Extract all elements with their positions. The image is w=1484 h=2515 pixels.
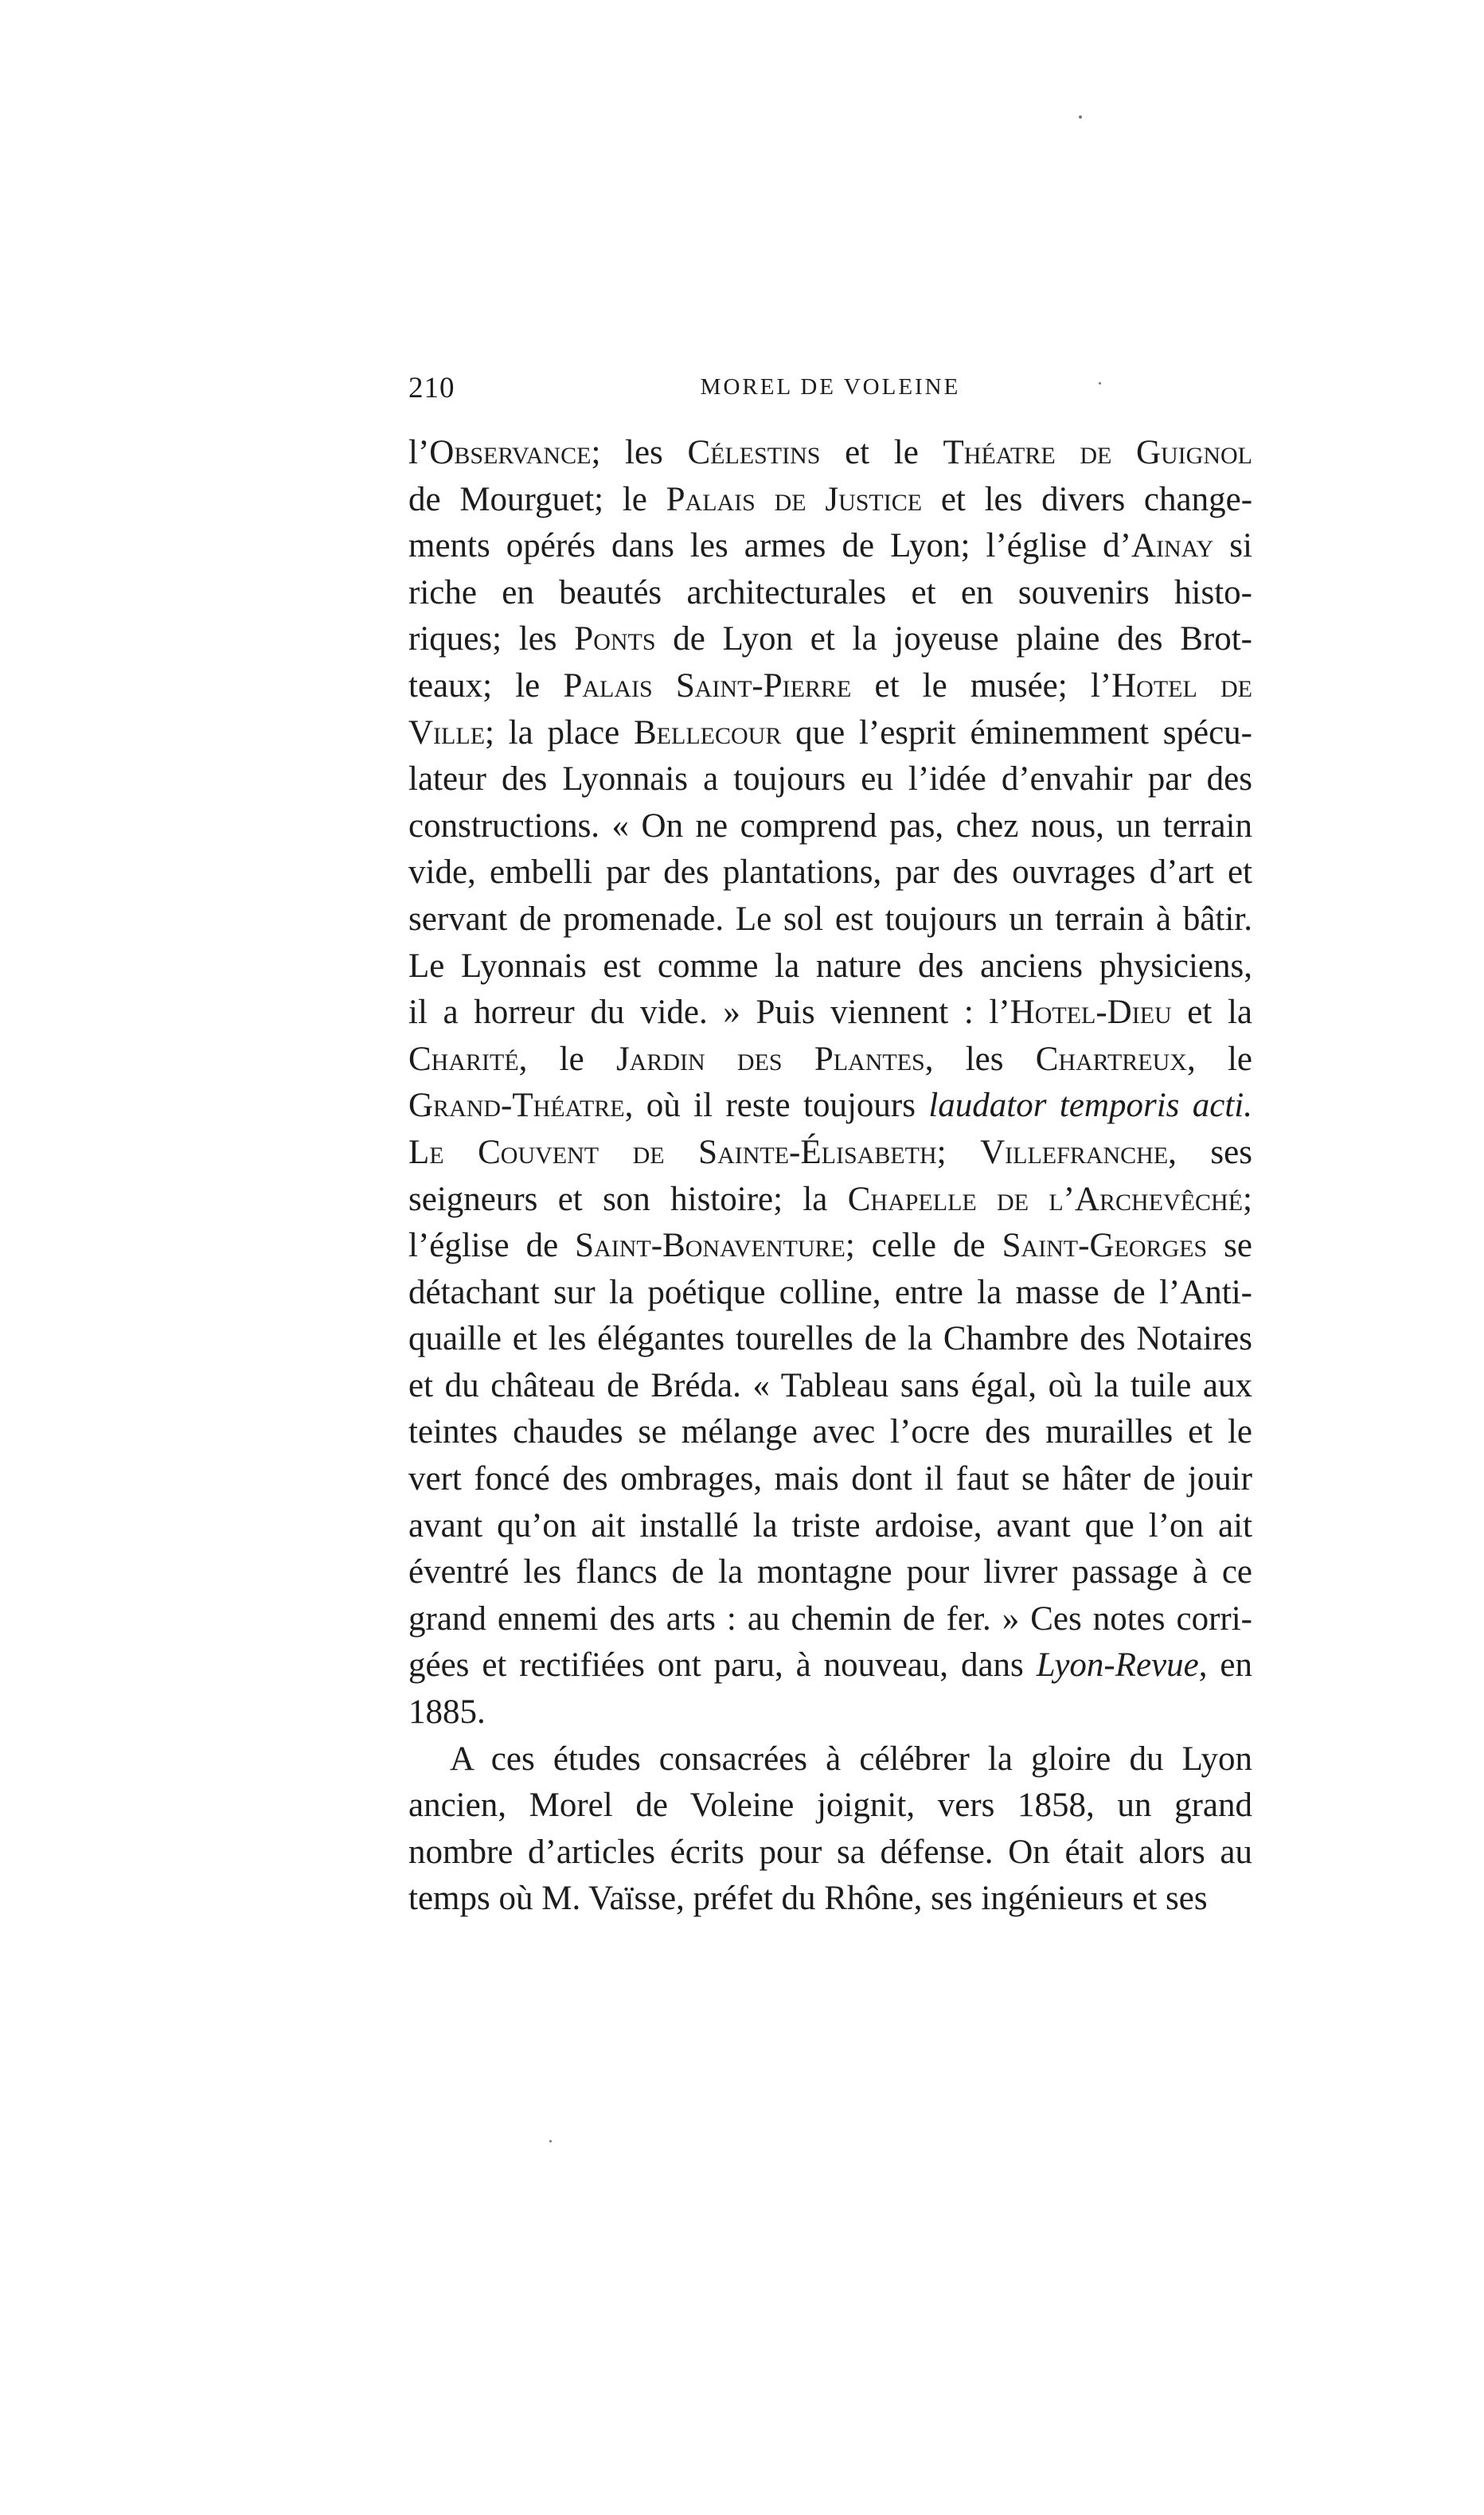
text-line bbox=[408, 1270, 1252, 1317]
text-line bbox=[408, 430, 1252, 477]
small-caps-text: Palais Saint-Pierre bbox=[563, 666, 852, 705]
text-segment: grand ennemi des arts : au chemin de fer. » Ces notes corri- bbox=[408, 1599, 1252, 1638]
text-segment: il a horreur du vide. » Puis viennent : l’ bbox=[408, 994, 1010, 1032]
text-line bbox=[408, 1642, 1252, 1689]
text-line bbox=[408, 1549, 1252, 1596]
text-segment: et le bbox=[820, 434, 943, 471]
small-caps-text: Chapelle de l’Archevêché bbox=[847, 1180, 1244, 1218]
text-segment: ; celle de bbox=[845, 1227, 1002, 1265]
small-caps-text: Grand-Théatre bbox=[408, 1087, 625, 1125]
text-line bbox=[408, 1456, 1252, 1503]
text-segment: l’ bbox=[408, 434, 430, 471]
text-line bbox=[408, 570, 1252, 617]
text-line bbox=[408, 1363, 1252, 1410]
text-line bbox=[408, 1689, 1252, 1736]
text-segment: teintes chaudes se mélange avec l’ocre des murailles et le bbox=[408, 1413, 1252, 1451]
text-line bbox=[408, 1503, 1252, 1550]
text-segment: ancien, Morel de Voleine joignit, vers 1858, un grand bbox=[408, 1787, 1252, 1825]
small-caps-text: Le Couvent de Sainte-Élisabeth bbox=[408, 1133, 937, 1171]
text-line bbox=[408, 1083, 1252, 1130]
text-segment: , le bbox=[518, 1040, 616, 1078]
small-caps-text: Observance bbox=[429, 434, 592, 471]
text-segment: de Lyon et la joyeuse plaine des Brot- bbox=[655, 620, 1252, 658]
text-segment: temps où M. Vaïsse, préfet du Rhône, ses ingénieurs et ses bbox=[408, 1880, 1208, 1918]
text-segment: servant de promenade. Le sol est toujours un terrain à bâtir. bbox=[408, 900, 1252, 938]
text-segment: Le Lyonnais est comme la nature des anciens physiciens, bbox=[408, 947, 1252, 985]
text-line bbox=[408, 477, 1252, 524]
paper-speck bbox=[549, 2140, 552, 2142]
text-segment: si bbox=[1213, 527, 1252, 565]
text-line bbox=[408, 1876, 1252, 1923]
text-segment: l’église de bbox=[408, 1227, 576, 1265]
text-line bbox=[408, 849, 1252, 896]
text-segment: éventré les flancs de la montagne pour livrer passage à ce bbox=[408, 1553, 1252, 1591]
running-title: MOREL DE VOLEINE bbox=[700, 374, 961, 400]
italic-text: laudator temporis acti. bbox=[928, 1087, 1252, 1125]
text-segment: que l’esprit éminemment spécu- bbox=[781, 713, 1252, 752]
small-caps-text: Saint-Bonaventure bbox=[575, 1227, 845, 1265]
text-segment: ments opérés dans les armes de Lyon; l’église d’ bbox=[408, 527, 1131, 565]
text-line bbox=[408, 1409, 1252, 1456]
text-line bbox=[408, 710, 1252, 757]
small-caps-text: Théatre de Guignol bbox=[943, 434, 1252, 471]
text-segment: vide, embelli par des plantations, par des ouvrages d’art et bbox=[408, 853, 1252, 892]
text-segment: quaille et les élégantes tourelles de la Chambre des Notaires bbox=[408, 1320, 1252, 1358]
text-line bbox=[408, 1596, 1252, 1643]
text-line bbox=[408, 943, 1252, 990]
small-caps-text: Villefranche bbox=[980, 1133, 1169, 1171]
body-text bbox=[408, 430, 1252, 1923]
small-caps-text: Charité bbox=[408, 1040, 519, 1078]
text-segment: détachant sur la poétique colline, entre la masse de l’Anti- bbox=[408, 1273, 1252, 1311]
small-caps-text: Jardin des Plantes bbox=[615, 1040, 925, 1078]
text-segment: lateur des Lyonnais a toujours eu l’idée d’envahir par des bbox=[408, 760, 1252, 799]
text-line bbox=[408, 1037, 1252, 1084]
text-line bbox=[408, 1223, 1252, 1270]
text-segment: seigneurs et son histoire; la bbox=[408, 1180, 848, 1218]
text-segment: avant qu’on ait installé la triste ardoise, avant que l’on ait bbox=[408, 1506, 1252, 1545]
text-line bbox=[408, 896, 1252, 943]
paper-speck bbox=[1099, 382, 1101, 385]
text-line bbox=[408, 1783, 1252, 1830]
text-segment: , le bbox=[1186, 1040, 1252, 1078]
text-line bbox=[408, 1316, 1252, 1363]
page-number: 210 bbox=[408, 372, 455, 404]
text-segment: gées et rectifiées ont paru, à nouveau, dans bbox=[408, 1646, 1037, 1685]
text-segment: de Mourguet; le bbox=[408, 480, 666, 518]
text-segment: constructions. « On ne comprend pas, chez nous, un terrain bbox=[408, 806, 1252, 845]
text-line bbox=[408, 1130, 1252, 1177]
text-segment: , ses bbox=[1168, 1133, 1252, 1171]
small-caps-text: Ville bbox=[408, 713, 486, 752]
small-caps-text: Célestins bbox=[687, 434, 821, 471]
small-caps-text: Hotel-Dieu bbox=[1010, 994, 1172, 1032]
paper-speck bbox=[1079, 115, 1082, 119]
text-segment: , où il reste toujours bbox=[624, 1087, 929, 1125]
text-segment: A ces études consacrées à célébrer la gloire du Lyon bbox=[450, 1740, 1252, 1778]
small-caps-text: Hotel de bbox=[1111, 666, 1252, 705]
text-line bbox=[408, 1736, 1252, 1783]
text-segment: ; les bbox=[591, 434, 688, 471]
text-line bbox=[408, 756, 1252, 803]
small-caps-text: Saint-Georges bbox=[1002, 1227, 1208, 1265]
small-caps-text: Palais de Justice bbox=[666, 480, 923, 518]
small-caps-text: Bellecour bbox=[634, 713, 782, 752]
text-segment: et la bbox=[1171, 994, 1252, 1032]
running-head bbox=[408, 371, 1252, 419]
text-segment: riche en beautés architecturales et en souvenirs histo- bbox=[408, 573, 1252, 611]
text-segment: riques; les bbox=[408, 620, 575, 658]
text-line bbox=[408, 616, 1252, 663]
small-caps-text: Chartreux bbox=[1035, 1040, 1187, 1078]
text-line bbox=[408, 1177, 1252, 1224]
text-segment: , en bbox=[1198, 1646, 1252, 1685]
text-segment: teaux; le bbox=[408, 666, 564, 705]
text-line bbox=[408, 663, 1252, 710]
text-segment: vert foncé des ombrages, mais dont il faut se hâter de jouir bbox=[408, 1460, 1252, 1498]
text-line bbox=[408, 990, 1252, 1037]
text-segment: et le musée; l’ bbox=[851, 666, 1112, 705]
text-segment: se bbox=[1207, 1227, 1252, 1265]
text-segment: ; la place bbox=[485, 713, 634, 752]
text-line bbox=[408, 803, 1252, 850]
text-segment: ; bbox=[936, 1133, 981, 1171]
italic-text: Lyon-Revue bbox=[1036, 1646, 1199, 1685]
text-segment: , les bbox=[924, 1040, 1036, 1078]
text-segment: ; bbox=[1243, 1180, 1252, 1218]
text-line bbox=[408, 1830, 1252, 1876]
text-segment: 1885. bbox=[408, 1693, 486, 1732]
text-segment: et les divers change- bbox=[922, 480, 1253, 518]
small-caps-text: Ponts bbox=[574, 620, 656, 658]
text-line bbox=[408, 523, 1252, 570]
small-caps-text: Ainay bbox=[1131, 527, 1214, 565]
text-segment: nombre d’articles écrits pour sa défense. On était alors au bbox=[408, 1833, 1252, 1871]
text-segment: et du château de Bréda. « Tableau sans égal, où la tuile aux bbox=[408, 1366, 1252, 1404]
